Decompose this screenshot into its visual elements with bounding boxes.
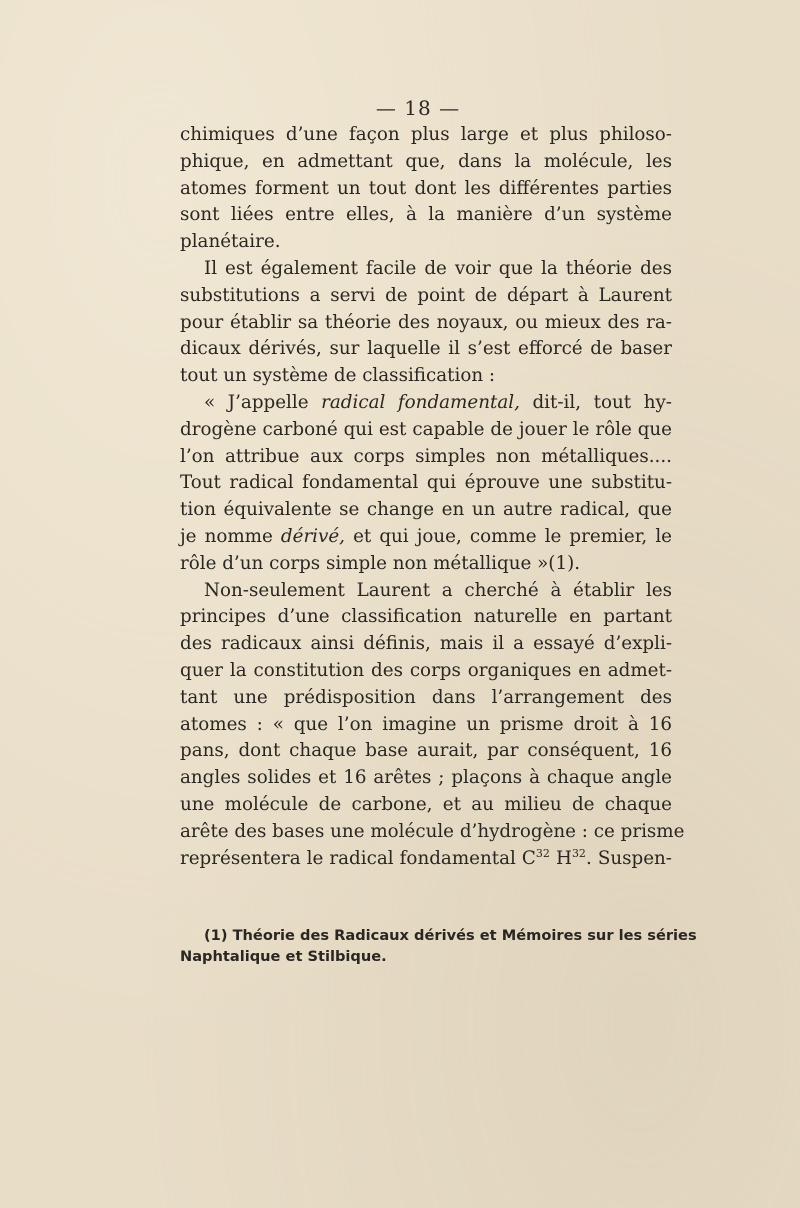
text-line: principes d’une classification naturelle en partant: [180, 606, 672, 628]
body-text: [180, 122, 685, 872]
je-prefix: je nomme: [180, 525, 281, 547]
text-line: sont liées entre elles, à la manière d’un système: [180, 204, 672, 226]
footnote: [180, 925, 697, 967]
quote-line: [180, 390, 672, 417]
text-line: pour établir sa théorie des noyaux, ou mieux des ra-: [180, 311, 672, 333]
text-line: tion équivalente se change en un autre radical, que: [180, 499, 672, 521]
text-line: une molécule de carbone, et au milieu de chaque: [180, 793, 672, 815]
italic-term: dérivé,: [280, 525, 345, 547]
text-line: angles solides et 16 arêtes ; plaçons à chaque angle: [180, 767, 672, 789]
text-line: l’on attribue aux corps simples non métalliques....: [180, 445, 672, 467]
je-line: [180, 524, 672, 551]
text-line: Non-seulement Laurent a cherché à établir les: [204, 579, 672, 601]
footnote-line: (1) Théorie des Radicaux dérivés et Mémoires sur les séries: [204, 927, 697, 944]
text-line: substitutions a servi de point de départ à Laurent: [180, 284, 672, 306]
italic-term: radical fondamental,: [321, 391, 520, 413]
text-line: tout un système de classification :: [180, 365, 496, 387]
quote-prefix: « J’appelle: [204, 391, 322, 413]
text-line: quer la constitution des corps organiques en admet-: [180, 659, 672, 681]
footnote-line: Naphtalique et Stilbique.: [180, 948, 387, 965]
formula-suffix: . Suspen-: [585, 847, 672, 869]
text-line: drogène carboné qui est capable de jouer le rôle que: [180, 418, 672, 440]
text-line: planétaire.: [180, 231, 281, 253]
je-suffix: et qui joue, comme le premier, le: [345, 525, 672, 547]
text-line: Tout radical fondamental qui éprouve une substitu-: [180, 472, 672, 494]
text-line: rôle d’un corps simple non métallique »(1).: [180, 552, 581, 574]
text-line: dicaux dérivés, sur laquelle il s’est efforcé de baser: [180, 338, 672, 360]
text-line: tant une prédisposition dans l’arrangement des: [180, 686, 672, 708]
formula-line: [180, 846, 672, 873]
text-line: pans, dont chaque base aurait, par conséquent, 16: [180, 740, 672, 762]
quote-suffix: dit-il, tout hy-: [519, 391, 672, 413]
formula-prefix: représentera le radical fondamental C: [180, 847, 536, 869]
text-line: phique, en admettant que, dans la molécule, les: [180, 150, 672, 172]
text-line: atomes : « que l’on imagine un prisme droit à 16: [180, 713, 672, 735]
text-line: Il est également facile de voir que la théorie des: [204, 257, 672, 279]
text-line: des radicaux ainsi définis, mais il a essayé d’expli-: [180, 633, 672, 655]
formula-mid: H: [549, 847, 572, 869]
superscript: 32: [571, 846, 586, 860]
text-line: atomes forment un tout dont les différentes parties: [180, 177, 672, 199]
page-number: — 18 —: [375, 96, 461, 120]
text-line: arête des bases une molécule d’hydrogène : ce prisme: [180, 820, 685, 842]
text-line: chimiques d’une façon plus large et plus philoso-: [180, 124, 672, 145]
superscript: 32: [535, 846, 550, 860]
